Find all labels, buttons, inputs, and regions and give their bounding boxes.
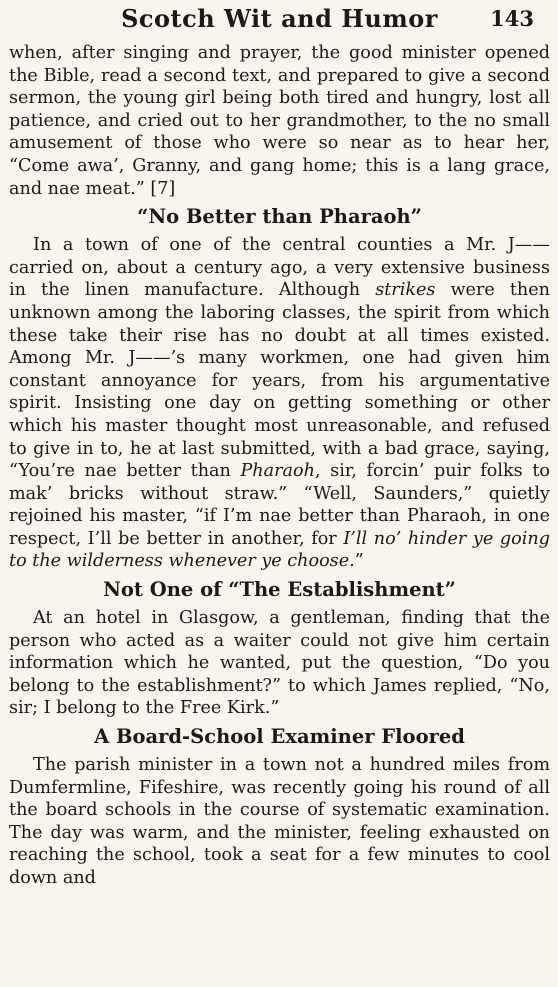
section-heading-not-one-of-establishment: Not One of “The Establishment”: [103, 578, 456, 602]
section-heading-board-school-examiner: A Board-School Examiner Floored: [94, 725, 465, 749]
italic-text-segment: I’ll no’ hinder ye going to the wilderness whenever ye choose.: [9, 528, 550, 572]
italic-text-segment: Pharaoh: [240, 461, 315, 482]
running-title: Scotch Wit and Humor: [121, 4, 438, 33]
text-segment: were then unknown among the laboring classes, the spirit from which these take their rise has no doubt at all times existed. Among Mr. J——’s many workmen, one had given him constant annoyance for years, from his argumentative spirit. Insisting one day on getting something or other which his master thought most unreasonable, and refused to give in to, he at last submitted, with a bad grace, saying, “You’re nae better than: [9, 280, 551, 482]
italic-text-segment: strikes: [375, 280, 436, 301]
continued-paragraph: [9, 42, 550, 200]
page-header: [9, 0, 550, 42]
section-heading-no-better-than-pharaoh: “No Better than Pharaoh”: [137, 205, 422, 229]
text-segment: The parish minister in a town not a hundred miles from Dumfermline, Fifeshire, was recently going his round of all the board schools in the course of systematic examination. The day was warm, and the minister, feeling exhausted on reaching the school, took a seat for a few minutes to cool down and: [9, 755, 550, 888]
page-number: 143: [490, 6, 534, 31]
story-paragraph-pharaoh: [9, 234, 550, 573]
text-segment: In a town of one of the central counties a Mr. J—— carried on, about a century ago, a very extensive business in the linen manufacture. Although: [9, 235, 550, 301]
story-paragraph-establishment: [9, 607, 550, 720]
story-paragraph-board-school: [9, 754, 550, 890]
text-segment: ”: [354, 551, 364, 572]
text-body: [9, 42, 550, 890]
text-segment: when, after singing and prayer, the good minister opened the Bible, read a second text, and prepared to give a second sermon, the young girl being both tired and hungry, lost all patience, and cried out to her grandmother, to the no small amusement of those who were so near as to hear her, “Come awa’, Granny, and gang home; this is a lang grace, and nae meat.” [7]: [9, 43, 550, 199]
text-segment: At an hotel in Glasgow, a gentleman, finding that the person who acted as a waiter could not give him certain information which he wanted, put the question, “Do you belong to the establishment?” to which James replied, “No, sir; I belong to the Free Kirk.”: [9, 608, 550, 719]
text-segment: , sir, forcin’ puir folks to mak’ bricks without straw.” “Well, Saunders,” quietly rejoined his master, “if I’m nae better than Pharaoh, in one respect, I’ll be better in another, for: [9, 461, 550, 549]
